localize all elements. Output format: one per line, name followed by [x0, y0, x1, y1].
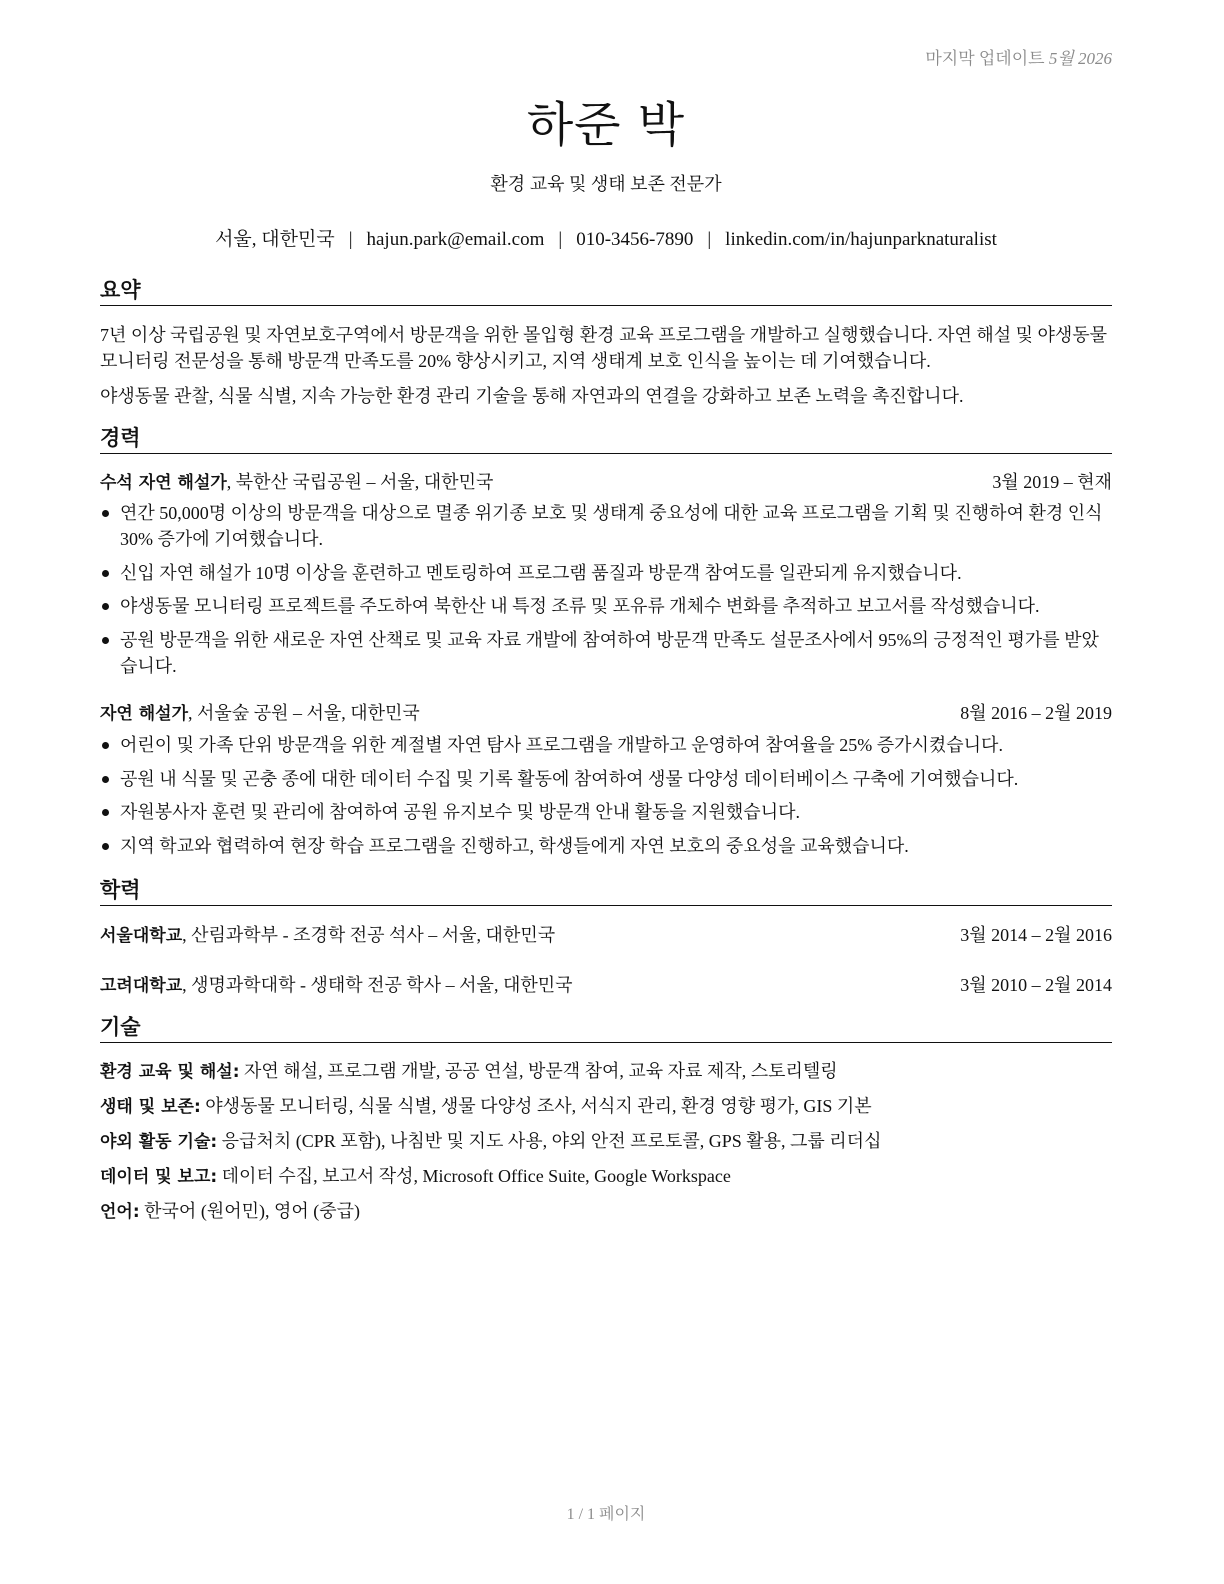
contact-location: 서울, 대한민국 — [215, 229, 335, 250]
skill-value: 야생동물 모니터링, 식물 식별, 생물 다양성 조사, 서식지 관리, 환경 영향 평가, GIS 기본 — [200, 1096, 872, 1116]
skill-label: 생태 및 보존: — [100, 1097, 201, 1117]
experience-role-header — [100, 470, 1112, 495]
skill-value: 자연 해설, 프로그램 개발, 공공 연설, 방문객 참여, 교육 자료 제작, 스토리텔링 — [239, 1061, 838, 1081]
skill-label: 언어: — [100, 1202, 140, 1222]
section-heading-education: 학력 — [100, 877, 1112, 906]
list-item: 공원 내 식물 및 곤충 종에 대한 데이터 수집 및 기록 활동에 참여하여 생물 다양성 데이터베이스 구축에 기여했습니다. — [100, 766, 1112, 792]
education-date: 3월 2014 – 2월 2016 — [960, 925, 1112, 945]
list-item: 지역 학교와 협력하여 현장 학습 프로그램을 진행하고, 학생들에게 자연 보호의 중요성을 교육했습니다. — [100, 833, 1112, 859]
list-item: 자원봉사자 훈련 및 관리에 참여하여 공원 유지보수 및 방문객 안내 활동을 지원했습니다. — [100, 799, 1112, 825]
contact-line — [100, 224, 1112, 251]
skill-line — [100, 1198, 1112, 1225]
list-item: 신입 자연 해설가 10명 이상을 훈련하고 멘토링하여 프로그램 품질과 방문객 참여도를 일관되게 유지했습니다. — [100, 560, 1112, 586]
list-item: 공원 방문객을 위한 새로운 자연 산책로 및 교육 자료 개발에 참여하여 방문객 만족도 설문조사에서 95%의 긍정적인 평가를 받았습니다. — [100, 627, 1112, 679]
page-number: 1 / 1 페이지 — [566, 1506, 646, 1523]
contact-email[interactable]: hajun.park@email.com — [366, 229, 545, 250]
education-date: 3월 2010 – 2월 2014 — [960, 975, 1112, 995]
contact-separator: | — [558, 229, 563, 250]
job-organization: , 북한산 국립공원 – 서울, 대한민국 — [226, 472, 494, 492]
list-item: 연간 50,000명 이상의 방문객을 대상으로 멸종 위기종 보호 및 생태계 중요성에 대한 교육 프로그램을 기획 및 진행하여 환경 인식 30% 증가에 기여했습니다. — [100, 500, 1112, 552]
last-updated — [925, 44, 1112, 69]
skill-line — [100, 1163, 1112, 1190]
job-date: 8월 2016 – 2월 2019 — [960, 703, 1112, 723]
section-heading-skills: 기술 — [100, 1014, 1112, 1043]
person-name: 하준 박 — [526, 97, 686, 153]
skill-line — [100, 1093, 1112, 1120]
person-title: 환경 교육 및 생태 보존 전문가 — [490, 174, 722, 194]
last-updated-date: 5월 2026 — [1048, 49, 1112, 68]
contact-separator: | — [707, 229, 712, 250]
school-name: 고려대학교 — [100, 976, 183, 996]
experience-role-header — [100, 701, 1112, 726]
school-name: 서울대학교 — [100, 926, 183, 946]
education-entry — [100, 923, 1112, 948]
section-heading-summary: 요약 — [100, 277, 1112, 306]
experience-bullets — [100, 732, 1112, 866]
job-title: 수석 자연 해설가 — [100, 473, 227, 493]
skill-label: 데이터 및 보고: — [100, 1167, 218, 1187]
contact-phone: 010-3456-7890 — [576, 229, 694, 250]
contact-linkedin[interactable]: linkedin.com/in/hajunparknaturalist — [725, 229, 997, 250]
experience-bullets — [100, 500, 1112, 686]
job-date: 3월 2019 – 현재 — [992, 472, 1112, 492]
job-organization: , 서울숲 공원 – 서울, 대한민국 — [188, 703, 420, 723]
list-item: 야생동물 모니터링 프로젝트를 주도하여 북한산 내 특정 조류 및 포유류 개체수 변화를 추적하고 보고서를 작성했습니다. — [100, 593, 1112, 619]
skill-value: 데이터 수집, 보고서 작성, Microsoft Office Suite, Google Workspace — [217, 1166, 731, 1186]
degree-detail: , 생명과학대학 - 생태학 전공 학사 – 서울, 대한민국 — [182, 975, 573, 995]
education-entry — [100, 973, 1112, 998]
degree-detail: , 산림과학부 - 조경학 전공 석사 – 서울, 대한민국 — [182, 925, 556, 945]
skill-line — [100, 1128, 1112, 1155]
list-item: 어린이 및 가족 단위 방문객을 위한 계절별 자연 탐사 프로그램을 개발하고 운영하여 참여율을 25% 증가시켰습니다. — [100, 732, 1112, 758]
skill-value: 한국어 (원어민), 영어 (중급) — [139, 1201, 361, 1221]
skill-value: 응급처치 (CPR 포함), 나침반 및 지도 사용, 야외 안전 프로토콜, GPS 활용, 그룹 리더십 — [217, 1131, 882, 1151]
section-heading-experience: 경력 — [100, 425, 1112, 454]
skill-line — [100, 1058, 1112, 1085]
contact-separator: | — [348, 229, 353, 250]
skill-label: 야외 활동 기술: — [100, 1132, 218, 1152]
summary-paragraph-2: 야생동물 관찰, 식물 식별, 지속 가능한 환경 관리 기술을 통해 자연과의 연결을 강화하고 보존 노력을 촉진합니다. — [100, 386, 964, 406]
last-updated-label: 마지막 업데이트 — [925, 49, 1049, 68]
skill-label: 환경 교육 및 해설: — [100, 1062, 240, 1082]
summary-paragraph-1: 7년 이상 국립공원 및 자연보호구역에서 방문객을 위한 몰입형 환경 교육 프로그램을 개발하고 실행했습니다. 자연 해설 및 야생동물 모니터링 전문성을 통해 방문객 만족도를 20% 향상시키고, 지역 생태계 보호 인식을 높이는 데 기여했습니다. — [100, 325, 1108, 371]
job-title: 자연 해설가 — [100, 704, 189, 724]
